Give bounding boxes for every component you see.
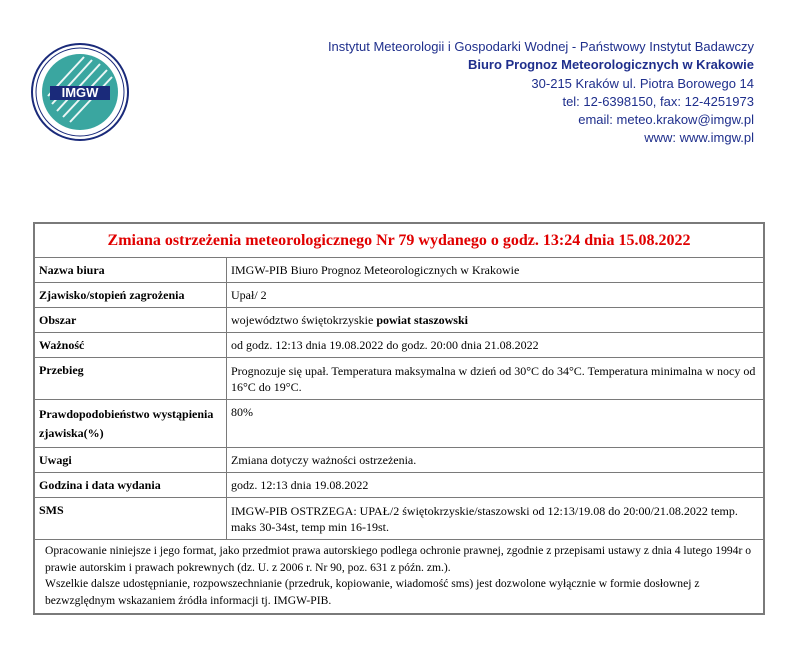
row-label: Obszar: [34, 308, 227, 333]
row-value: od godz. 12:13 dnia 19.08.2022 do godz. 20:00 dnia 21.08.2022: [227, 333, 765, 358]
email[interactable]: email: meteo.krakow@imgw.pl: [578, 112, 754, 128]
bureau-name: Biuro Prognoz Meteorologicznych w Krakowie: [467, 57, 754, 73]
row-label: Ważność: [34, 333, 227, 358]
row-value: IMGW-PIB Biuro Prognoz Meteorologicznych w Krakowie: [227, 258, 765, 283]
table-row: [34, 283, 764, 308]
copyright-note: [34, 540, 764, 615]
footer-row: [34, 540, 764, 615]
table-row: [34, 308, 764, 333]
row-value: godz. 12:13 dnia 19.08.2022: [227, 473, 765, 498]
address: 30-215 Kraków ul. Piotra Borowego 14: [531, 75, 754, 91]
copyright-paragraph: Opracowanie niniejsze i jego format, jako przedmiot prawa autorskiego podlega ochronie prawnej, zgodnie z przepisami ustawy z dnia 4 lutego 1994r o prawie autorskim i prawach pokrewnych (dz. U. z 2006 r. Nr 90, poz. 631 z późn. zm.).: [45, 544, 752, 574]
row-label: Uwagi: [34, 448, 227, 473]
area-county: powiat staszowski: [376, 313, 468, 327]
table-row: [34, 358, 764, 400]
row-label: SMS: [34, 498, 227, 540]
warning-title: Zmiana ostrzeżenia meteorologicznego Nr 79 wydanego o godz. 13:24 dnia 15.08.2022: [34, 223, 764, 258]
row-value: [227, 308, 765, 333]
row-label: Godzina i data wydania: [34, 473, 227, 498]
table-row: [34, 473, 764, 498]
table-row: [34, 258, 764, 283]
row-value: Zmiana dotyczy ważności ostrzeżenia.: [227, 448, 765, 473]
phone-fax: tel: 12-6398150, fax: 12-4251973: [562, 93, 754, 109]
warning-table: [33, 222, 765, 615]
table-row: [34, 400, 764, 448]
row-value: IMGW-PIB OSTRZEGA: UPAŁ/2 świętokrzyskie/staszowski od 12:13/19.08 do 20:00/21.08.2022 temp. maks 30-34st, temp min 16-19st.: [227, 498, 765, 540]
row-label: Prawdopodobieństwo wystąpienia zjawiska(%): [34, 400, 227, 448]
area-region: województwo świętokrzyskie: [231, 313, 377, 327]
table-row: [34, 333, 764, 358]
row-label: Zjawisko/stopień zagrożenia: [34, 283, 227, 308]
row-value: Upał/ 2: [227, 283, 765, 308]
imgw-logo: [30, 42, 130, 142]
institute-name: Instytut Meteorologii i Gospodarki Wodnej - Państwowy Instytut Badawczy: [327, 39, 754, 54]
row-label: Nazwa biura: [34, 258, 227, 283]
row-value: 80%: [227, 400, 765, 448]
logo-text: IMGW: [61, 85, 99, 100]
title-row: [34, 223, 764, 258]
row-label: Przebieg: [34, 358, 227, 400]
institute-header: [328, 38, 754, 148]
redistribution-paragraph: Wszelkie dalsze udostępnianie, rozpowszechnianie (przedruk, kopiowanie, wiadomość sms) jest dozwolone wyłącznie w formie dosłownej z bezwzględnym wskazaniem źródła informacji tj. IMGW-PIB.: [45, 577, 700, 607]
row-value: Prognozuje się upał. Temperatura maksymalna w dzień od 30°C do 34°C. Temperatura minimalna w nocy od 16°C do 19°C.: [227, 358, 765, 400]
website[interactable]: www: www.imgw.pl: [644, 130, 754, 146]
table-row: [34, 498, 764, 540]
table-row: [34, 448, 764, 473]
